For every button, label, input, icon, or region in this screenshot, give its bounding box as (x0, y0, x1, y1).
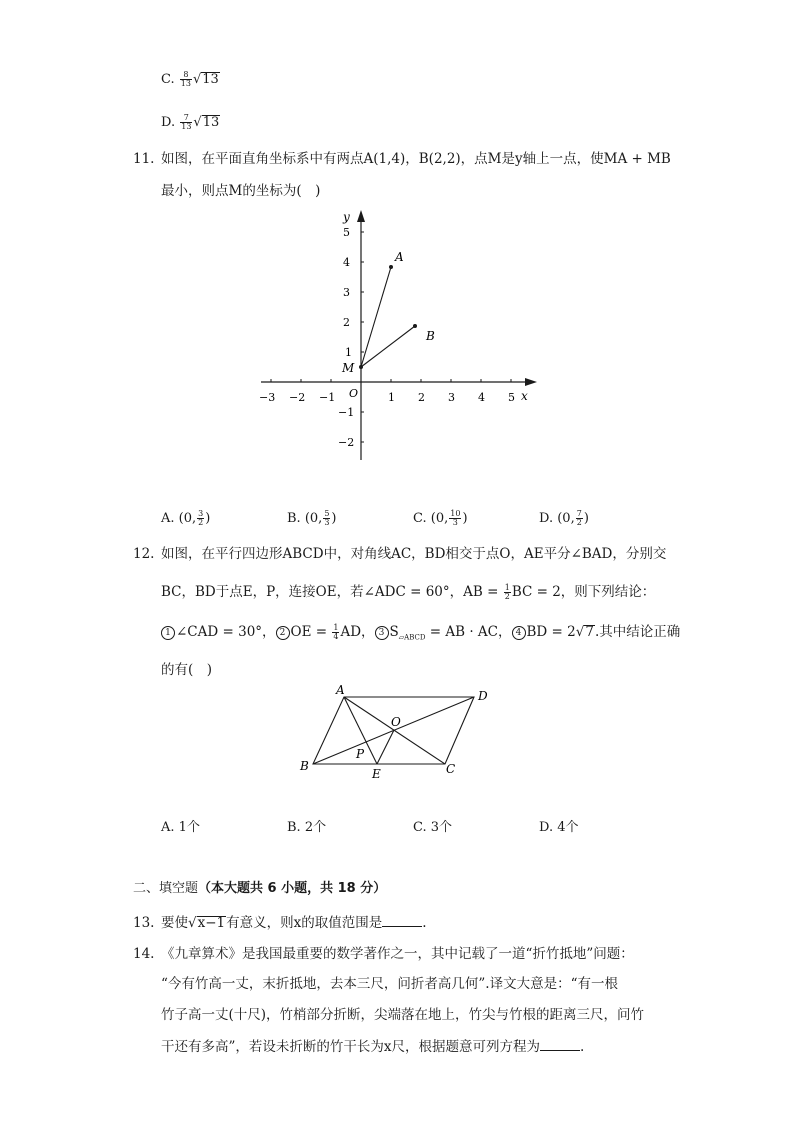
question-number: 14. (133, 946, 155, 962)
vertex-a-label: A (336, 683, 345, 697)
question-number: 13. (133, 915, 155, 931)
fraction: $\frac{8}{13}$ (180, 70, 191, 88)
q12-option-b: B. 2个 (287, 820, 327, 835)
y-tick-label: −2 (338, 436, 355, 449)
q12-stem-line2: BC，BD于点E，P，连接OE，若∠ADC = 60°，AB = $\frac{1}{2}$ BC = 2，则下列结论： (161, 583, 656, 601)
x-tick-label: 2 (418, 391, 425, 404)
point-a-dot (389, 265, 393, 269)
q11-stem-line2: 最小，则点M的坐标为( ) (161, 183, 321, 199)
x-tick-label: 5 (508, 391, 515, 404)
origin-label: O (349, 387, 359, 400)
point-b-label: B (426, 329, 435, 343)
radicand: 13 (202, 115, 220, 130)
q11-option-a: A. (0, $\frac{3}{2}$ ) (161, 509, 211, 527)
q11-option-d: D. (0, $\frac{7}{2}$ ) (539, 509, 589, 527)
q11-option-b: B. (0, $\frac{5}{3}$ ) (287, 509, 337, 527)
x-tick-label: 4 (478, 391, 485, 404)
q14-stem-line3: 竹子高一丈(十尺)，竹梢部分折断，尖端落在地上，竹尖与竹根的距离三尺，问竹 (161, 1007, 645, 1023)
y-axis-label: y (343, 210, 350, 224)
q12-parallelogram-figure (295, 680, 505, 780)
q12-stem-line4: 的有( ) (161, 662, 213, 678)
point-e-label: E (372, 767, 381, 780)
point-a-label: A (395, 250, 404, 264)
q11-option-c: C. (0, $\frac{10}{3}$ ) (413, 509, 468, 527)
option-label: C. (161, 72, 175, 87)
answer-blank (540, 1037, 580, 1051)
point-m-dot (359, 365, 363, 369)
q13-stem: 要使√x−1有意义，则x的取值范围是 . (161, 915, 427, 931)
x-tick-labels (259, 391, 515, 404)
circled-number: 1 (161, 626, 175, 640)
q12-option-c: C. 3个 (413, 820, 453, 835)
y-tick-label: 2 (343, 316, 350, 329)
q12-option-a: A. 1个 (161, 820, 200, 835)
q12-stem-line1: 如图，在平行四边形ABCD中，对角线AC，BD相交于点O，AE平分∠BAD，分别交 (161, 546, 667, 562)
segment-ma (361, 267, 391, 367)
vertex-d-label: D (478, 689, 488, 703)
q12-option-d: D. 4个 (539, 820, 579, 835)
radicand: 13 (202, 72, 219, 87)
answer-blank (382, 913, 422, 927)
y-tick-label: 4 (343, 256, 350, 269)
segment-oe (377, 730, 394, 764)
x-axis-arrow (525, 378, 537, 386)
point-m-label: M (342, 361, 355, 375)
q11-stem-line1: 如图，在平面直角坐标系中有两点A(1,4)，B(2,2)，点M是y轴上一点，使MA + MB (161, 151, 671, 167)
y-tick-label: 1 (345, 346, 352, 359)
y-tick-label: 3 (343, 286, 350, 299)
option-label: D. (161, 115, 176, 130)
x-tick-label: 3 (448, 391, 455, 404)
question-number: 11. (133, 151, 155, 167)
fraction: $\frac{7}{13}$ (181, 113, 192, 131)
q14-stem-line1: 《九章算术》是我国最重要的数学著作之一，其中记载了一道“折竹抵地”问题： (161, 946, 634, 962)
segment-mb (361, 326, 415, 367)
vertex-b-label: B (300, 759, 309, 773)
x-tick-label: 1 (388, 391, 395, 404)
q11-coordinate-figure (255, 205, 540, 465)
circled-number: 3 (375, 626, 389, 640)
vertex-c-label: C (446, 762, 456, 776)
x-tick-label: −2 (289, 391, 306, 404)
q10-option-d: D. $\frac{7}{13}$ √13 (161, 113, 220, 131)
point-o-label: O (391, 715, 401, 729)
q14-stem-line4: 干还有多高”，若设未折断的竹干长为x尺，根据题意可列方程为 . (161, 1039, 585, 1055)
y-tick-label: −1 (338, 406, 355, 419)
q14-stem-line2: “今有竹高一丈，末折抵地，去本三尺，问折者高几何”.译文大意是：“有一根 (161, 976, 618, 992)
q10-option-c: C. $\frac{8}{13}$ √13 (161, 70, 219, 88)
y-tick-labels (338, 226, 354, 449)
circled-number: 4 (512, 626, 526, 640)
x-tick-label: −1 (319, 391, 336, 404)
y-axis-arrow (357, 210, 365, 222)
q12-conclusions: 1 ∠CAD = 30°， 2 OE = $\frac{1}{4}$ AD， 3 $S_{▱ABCD}$ = AB · AC， 4 BD = 2√7.其中结论正确 (161, 622, 680, 648)
point-p-label: P (356, 747, 365, 761)
y-tick-label: 5 (343, 226, 350, 239)
point-b-dot (413, 324, 417, 328)
x-tick-label: −3 (259, 391, 276, 404)
circled-number: 2 (276, 626, 290, 640)
question-number: 12. (133, 546, 155, 562)
x-axis-label: x (521, 389, 528, 403)
section-heading: 二、填空题（本大题共 6 小题，共 18 分） (133, 881, 387, 896)
